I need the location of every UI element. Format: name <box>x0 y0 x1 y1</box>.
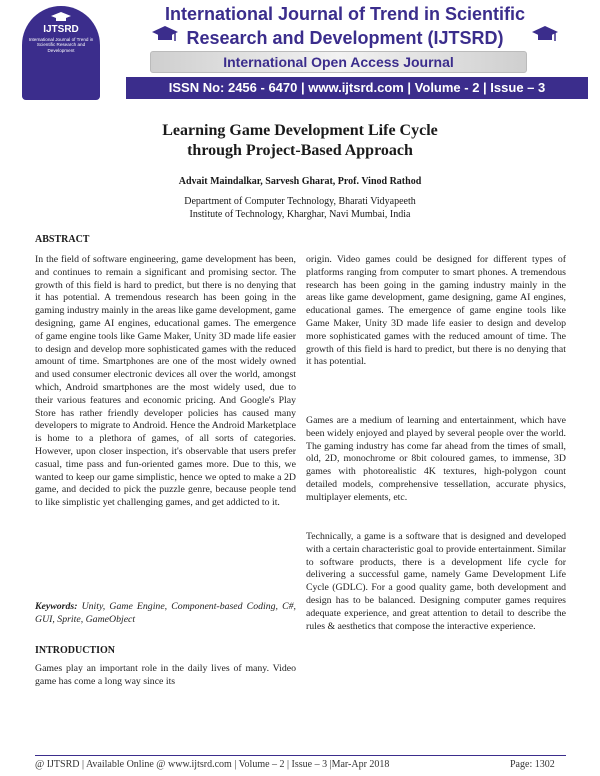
open-access-banner: International Open Access Journal <box>150 51 527 73</box>
introduction-body: Games play an important role in the daily lives of many. Video game has come a long way since its <box>35 663 296 687</box>
abstract-heading: ABSTRACT <box>35 234 90 245</box>
journal-logo <box>22 6 100 100</box>
column2-paragraph-2: Games are a medium of learning and entertainment, which have been widely enjoyed and played by several people over the world. The gaming industry has come far ahead from the times of small, old, 2D, monochrome or 8bit coloured games, to immense, 3D games with photorealistic 4K textures, high-polygon count detailed models, comprehensive tessellation, accurate physics, multiplayer elements, etc. <box>306 415 566 503</box>
authors: Advait Maindalkar, Sarvesh Gharat, Prof. Vinod Rathod <box>178 176 422 187</box>
page-number: Page: 1302 <box>510 759 555 770</box>
logo-title: IJTSRD <box>43 24 79 35</box>
affiliation-line1: Department of Computer Technology, Bharati Vidyapeeth <box>184 196 416 207</box>
footer-divider <box>35 755 566 756</box>
footer-citation: @ IJTSRD | Available Online @ www.ijtsrd.com | Volume – 2 | Issue – 3 |Mar-Apr 2018 <box>35 759 390 770</box>
graduation-cap-icon <box>51 12 71 22</box>
logo-subtitle: International Journal of Trend in Scientific Research and Development <box>28 37 94 53</box>
column2-paragraph-1: origin. Video games could be designed for different types of platforms ranging from computer to smart phones. A tremendous research has been going in the gaming industry mainly in the areas like game development, game designing, game AI engines, educational games. The emergence of game engine tools like Game Maker, Unity 3D made life easier to design and develop more sophisticated games with the reduced amount of time. The growth of this field is hard to predict, but there is no denying that it has potential. <box>306 254 566 368</box>
journal-name-line2: Research and Development (IJTSRD) <box>186 28 504 48</box>
paper-title-line2: through Project-Based Approach <box>187 142 413 159</box>
column2-paragraph-3: Technically, a game is a software that is designed and developed with a certain characteristic goal to provide entertainment. Similar to software products, there is a development life cycle for delivering a successful game, namely Game Development Life Cycle (GDLC). For a good quality game, both development and design has to be balanced. Designing computer games requires adequate experience, and great attention to detail to describe the rules & aesthetics that compose the interactive experience. <box>306 531 566 632</box>
introduction-heading: INTRODUCTION <box>35 645 116 656</box>
affiliation-line2: Institute of Technology, Kharghar, Navi Mumbai, India <box>189 209 411 220</box>
keywords-label: Keywords: <box>35 601 78 612</box>
abstract-body: In the field of software engineering, game development has been, and continues to remain a significant and promising sector. The growth of this field is hard to predict, but there is no denying that it has potential. A tremendous research has been going in the gaming industry mainly in the areas like game development, game designing, game AI engines, educational games. The emergence of game engine tools like Game Maker, Unity 3D made life easier to design and develop more sophisticated games with the reduced amount of time. Smartphones are one of the most widely owned and used consumer electronic devices all over the world, amongst which, Android smartphones are the most widely used, due to their various features and economic pricing. And Google's Play Store has rather friendly developer policies has caused many developers to migrate to Android. Hence the Android Marketplace is home to a plethora of games, of all sorts of categories. However, upon closer inspection, it's observable that users prefer casual, time pass and fun-oriented games more. Due to this, we wanted to keep our game simplistic, hence we opted to make a 2D game, and decided to pick the puzzle genre, because people tend to like simplistic yet challenging games, and get addicted to it. <box>35 254 296 509</box>
journal-name-line1: International Journal of Trend in Scientific <box>164 4 526 24</box>
issn-banner: ISSN No: 2456 - 6470 | www.ijtsrd.com | Volume - 2 | Issue – 3 <box>126 77 588 99</box>
keywords-text: Unity, Game Engine, Component-based Coding, C#, GUI, Sprite, GameObject <box>35 601 296 625</box>
paper-title-line1: Learning Game Development Life Cycle <box>162 122 438 139</box>
keywords <box>35 601 296 627</box>
